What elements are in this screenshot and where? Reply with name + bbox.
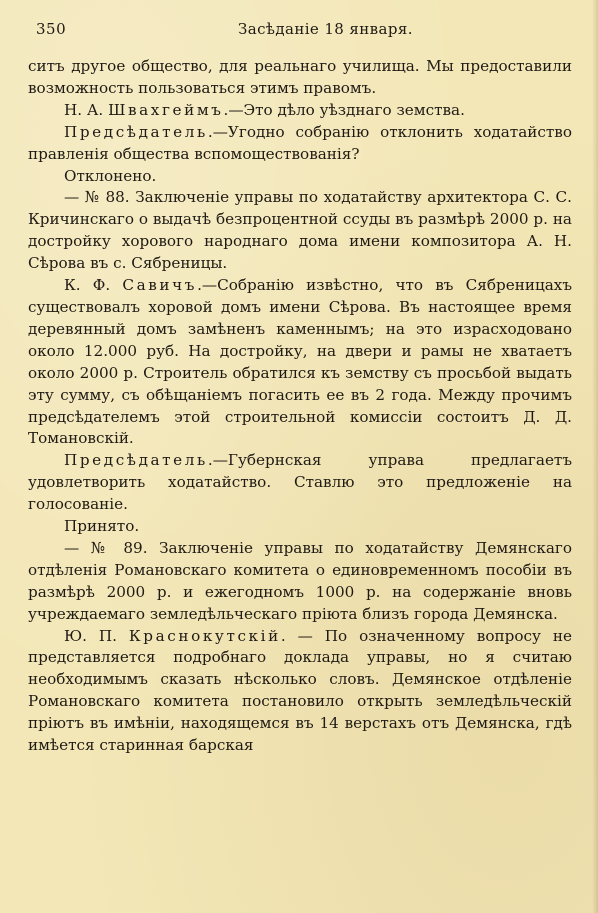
paragraph-plain — [28, 166, 572, 188]
paragraph-text: .—Это дѣло уѣзднаго земства. — [223, 100, 465, 119]
paragraph-text: Принято. — [64, 517, 140, 536]
paragraph-speech — [28, 626, 572, 757]
paragraph-text: — № 88. Заключеніе управы по ходатайству архитектора С. С. Кричинскаго о выдачѣ безпроцентной ссуды въ размѣрѣ 2000 р. на достройку хорового народнаго дома имени композитора А. Н. Сѣрова въ с. Сябреницы. — [28, 188, 572, 273]
running-head: Засѣданіе 18 января. — [238, 20, 413, 38]
paragraph-speech — [28, 275, 572, 450]
paragraph-speech — [28, 450, 572, 516]
speaker-name: Швахгеймъ — [108, 100, 224, 119]
page-number: 350 — [36, 20, 67, 38]
speaker-initials: Ю. П. — [64, 626, 129, 645]
speaker-name: Предсѣдатель — [64, 451, 208, 470]
speaker-name: Краснокутскій — [128, 626, 281, 645]
page-header — [28, 16, 572, 42]
paragraph-agenda-item — [28, 187, 572, 275]
paragraph-agenda-item — [28, 538, 572, 626]
paragraph-text: — № 89. Заключеніе управы по ходатайству Демянскаго отдѣленія Романовскаго комитета о единовременномъ пособіи въ размѣрѣ 2000 р. и ежегодномъ 1000 р. на содержаніе вновь учреждаемаго земледѣльческаго пріюта близъ города Демянска. — [28, 538, 572, 623]
paragraph-speech — [28, 122, 572, 166]
speaker-name: Савичъ — [122, 276, 198, 295]
paragraph-text: .—Собранію извѣстно, что въ Сябреницахъ существовалъ хоровой домъ имени Сѣрова. Въ настоящее время деревянный домъ замѣненъ каменнымъ; на это израсходовано около 12.000 руб. На достройку, на двери и рамы не хватаетъ около 2000 р. Строитель обратился къ земству съ просьбой выдать эту сумму, съ обѣщаніемъ погасить ее въ 2 года. Между прочимъ предсѣдателемъ этой строительной комиссіи состоитъ Д. Д. Томановскій. — [28, 276, 572, 448]
paragraph-speech — [28, 100, 572, 122]
body-text — [28, 56, 572, 757]
speaker-name: Предсѣдатель — [64, 122, 208, 141]
paragraph-text: .—Угодно собранію отклонить ходатайство правленія общества вспомоществованія? — [28, 122, 572, 163]
speaker-initials: К. Ф. — [64, 276, 123, 295]
paragraph-text: ситъ другое общество, для реальнаго училища. Мы предоставили возможность пользоваться этимъ правомъ. — [28, 57, 572, 97]
paragraph-text: .—Губернская управа предлагаетъ удовлетворить ходатайство. Ставлю это предложеніе на голосованіе. — [28, 451, 572, 514]
paragraph-continuation — [28, 56, 572, 100]
paragraph-text: . — По означенному вопросу не представляется подробнаго доклада управы, но я считаю необходимымъ сказать нѣсколько словъ. Демянское отдѣленіе Романовскаго комитета постановило открыть земледѣльческій пріютъ въ имѣніи, находящемся въ 14 верстахъ отъ Демянска, гдѣ имѣется старинная барская — [28, 626, 572, 755]
speaker-initials: Н. А. — [64, 100, 109, 119]
paragraph-plain — [28, 516, 572, 538]
paper-edge-shadow — [592, 0, 598, 913]
paragraph-text: Отклонено. — [64, 166, 157, 185]
